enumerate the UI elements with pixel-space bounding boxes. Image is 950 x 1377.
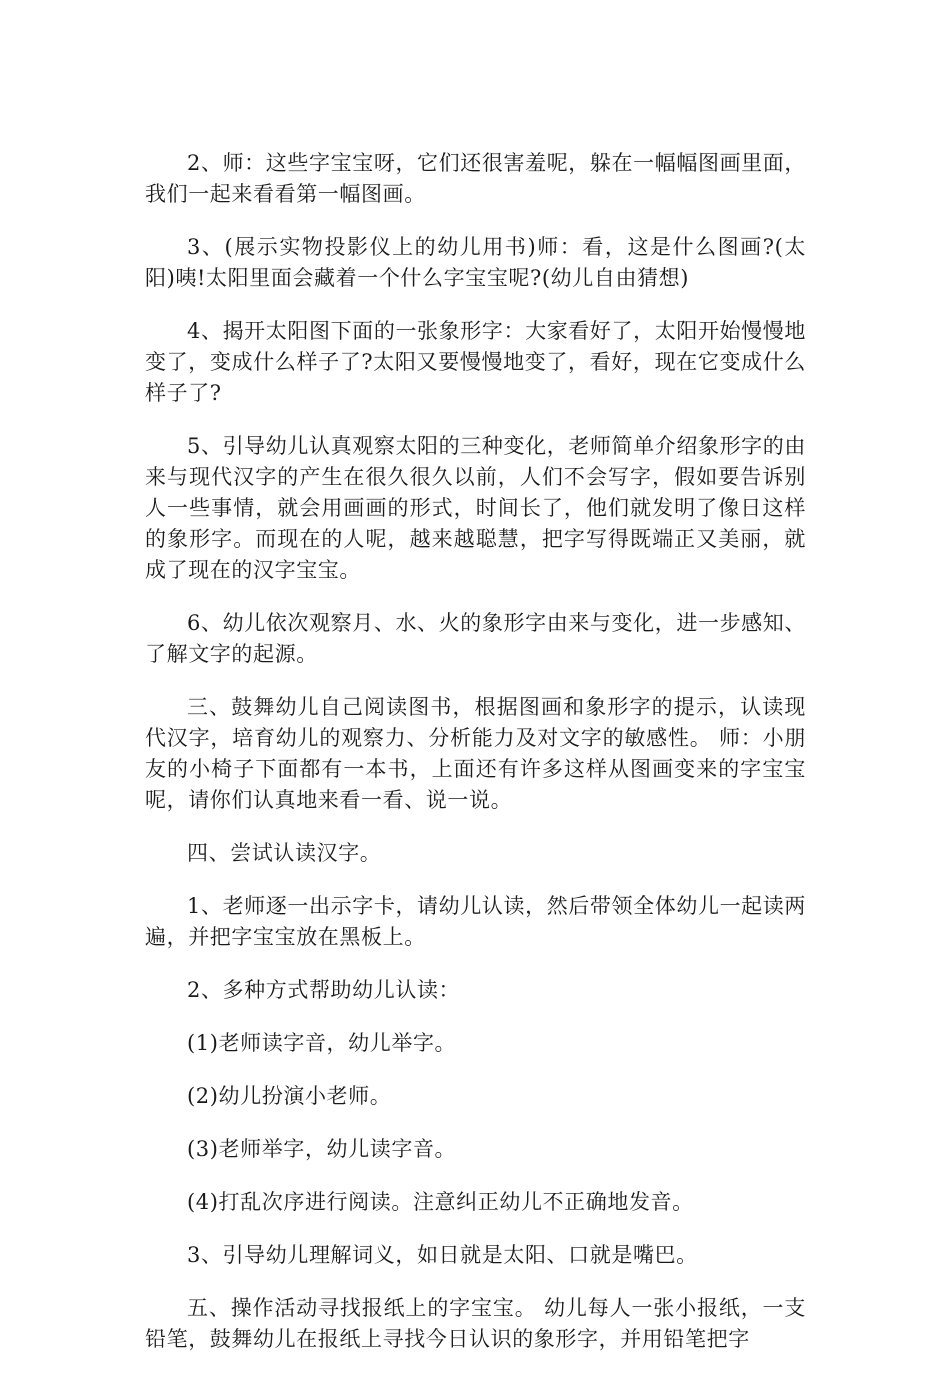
paragraph-section-5: 五、操作活动寻找报纸上的字宝宝。 幼儿每人一张小报纸，一支铅笔，鼓舞幼儿在报纸上寻找今日认识的象形字，并用铅笔把字	[145, 1296, 806, 1351]
paragraph-step-5: 5、引导幼儿认真观察太阳的三种变化，老师简单介绍象形字的由来与现代汉字的产生在很久很久以前，人们不会写字，假如要告诉别人一些事情，就会用画画的形式，时间长了，他们就发明了像日这样的象形字。而现在的人呢，越来越聪慧，把字写得既端正又美丽，就成了现在的汉字宝宝。	[145, 434, 806, 582]
paragraph-step-2: 2、师：这些字宝宝呀，它们还很害羞呢，躲在一幅幅图画里面，我们一起来看看第一幅图画。	[145, 151, 806, 206]
paragraph-step-3: 3、(展示实物投影仪上的幼儿用书)师：看，这是什么图画?(太阳)咦!太阳里面会藏着一个什么字宝宝呢?(幼儿自由猜想)	[145, 235, 806, 290]
paragraph-method-4: (4)打乱次序进行阅读。注意纠正幼儿不正确地发音。	[187, 1190, 694, 1214]
paragraph-step-4: 4、揭开太阳图下面的一张象形字：大家看好了，太阳开始慢慢地变了，变成什么样子了?太阳又要慢慢地变了，看好，现在它变成什么样子了?	[145, 319, 806, 405]
paragraph-method-1: (1)老师读字音，幼儿举字。	[187, 1031, 457, 1055]
paragraph-section-3: 三、鼓舞幼儿自己阅读图书，根据图画和象形字的提示，认读现代汉字，培育幼儿的观察力、分析能力及对文字的敏感性。 师：小朋友的小椅子下面都有一本书，上面还有许多这样从图画变来的字宝宝呢，请你们认真地来看一看、说一说。	[145, 695, 806, 812]
paragraph-method-2: (2)幼儿扮演小老师。	[187, 1084, 392, 1108]
paragraph-step-6: 6、幼儿依次观察月、水、火的象形字由来与变化，进一步感知、了解文字的起源。	[145, 611, 806, 666]
paragraph-step-3-meaning: 3、引导幼儿理解词义，如日就是太阳、口就是嘴巴。	[187, 1243, 698, 1267]
paragraph-step-2-methods: 2、多种方式帮助幼儿认读：	[187, 978, 461, 1002]
paragraph-step-1-cards: 1、老师逐一出示字卡，请幼儿认读，然后带领全体幼儿一起读两遍，并把字宝宝放在黑板上。	[145, 894, 806, 949]
document-body	[145, 148, 806, 1377]
paragraph-section-4-heading: 四、尝试认读汉字。	[187, 841, 382, 865]
paragraph-method-3: (3)老师举字，幼儿读字音。	[187, 1137, 457, 1161]
